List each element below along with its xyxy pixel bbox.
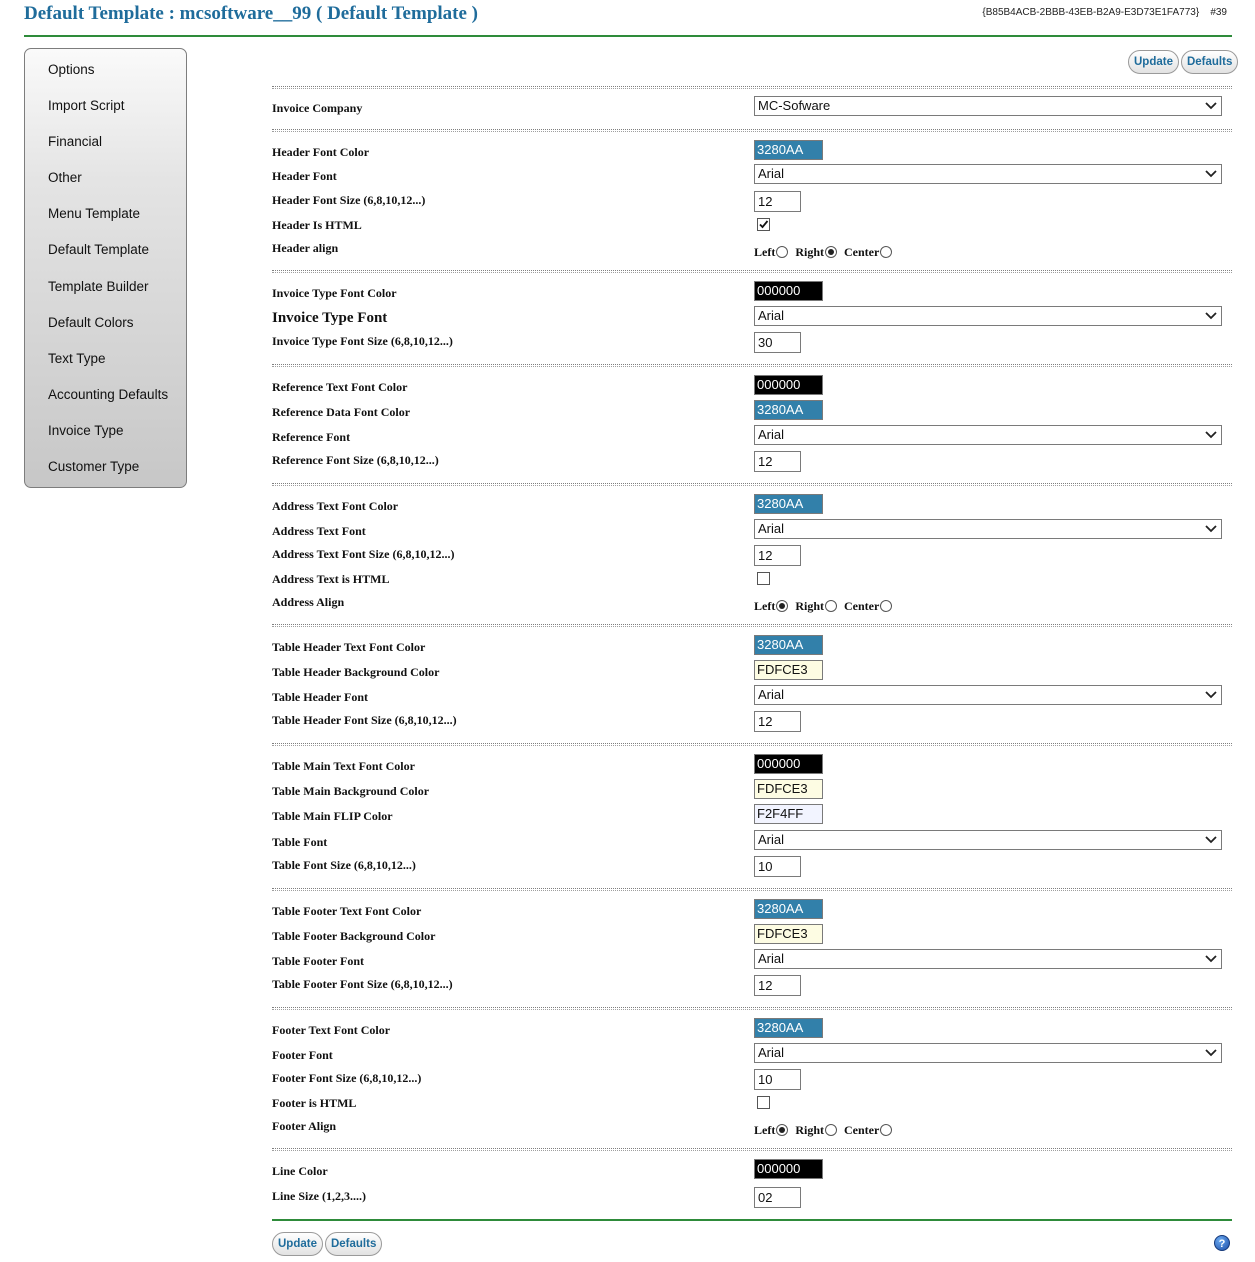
address-is-html-label: Address Text is HTML: [272, 572, 390, 586]
header-font-size-label: Header Font Size (6,8,10,12...): [272, 193, 426, 207]
sidebar-item-financial[interactable]: Financial: [48, 134, 103, 150]
address-font-color-label: Address Text Font Color: [272, 499, 399, 513]
table-header-font-size-label: Table Header Font Size (6,8,10,12...): [272, 713, 457, 727]
bottom-button-group: [272, 1232, 382, 1256]
footer-font-size-row: [272, 1066, 1232, 1090]
form-bottom-rule: [272, 1219, 1232, 1221]
footer-font-select[interactable]: [754, 1043, 1222, 1063]
line-size-row: [272, 1184, 1232, 1208]
address-font-color-row: [272, 494, 1232, 518]
invoice-type-font-value: Arial: [758, 308, 785, 323]
update-button-bottom[interactable]: Update: [272, 1232, 323, 1256]
table-main-text-color-field[interactable]: 000000: [754, 754, 823, 774]
address-font-value: Arial: [758, 521, 785, 536]
address-is-html-checkbox[interactable]: [757, 572, 770, 585]
sidebar-item-default-colors[interactable]: Default Colors: [48, 314, 134, 330]
table-header-font-row: [272, 685, 1232, 709]
address-align-row: [272, 590, 1232, 614]
table-font-label: Table Font: [272, 835, 328, 849]
line-size-input[interactable]: 02: [754, 1187, 801, 1208]
table-font-size-row: [272, 853, 1232, 877]
footer-align-row: [272, 1114, 1232, 1138]
table-header-bg-color-label: Table Header Background Color: [272, 665, 440, 679]
template-form: [272, 0, 1232, 1262]
align-center-label: Center: [844, 245, 880, 259]
footer-is-html-row: [272, 1091, 1232, 1115]
table-header-text-color-row: [272, 635, 1232, 659]
sidebar-item-customer-type[interactable]: Customer Type: [48, 459, 140, 475]
align-left-label: Left: [754, 1123, 776, 1137]
reference-font-row: [272, 425, 1232, 449]
address-font-label: Address Text Font: [272, 524, 366, 538]
header-is-html-label: Header Is HTML: [272, 218, 362, 232]
table-main-flip-color-row: [272, 804, 1232, 828]
address-align-center-radio[interactable]: [880, 600, 892, 612]
footer-font-size-input[interactable]: 10: [754, 1069, 801, 1090]
sidebar-item-text-type[interactable]: Text Type: [48, 350, 106, 366]
table-font-row: [272, 830, 1232, 854]
checkmark-icon: [758, 219, 769, 230]
footer-font-label: Footer Font: [272, 1048, 333, 1062]
section-divider: [272, 270, 1232, 273]
footer-font-size-label: Footer Font Size (6,8,10,12...): [272, 1071, 422, 1085]
address-align-left-radio[interactable]: [776, 600, 788, 612]
address-font-size-label: Address Text Font Size (6,8,10,12...): [272, 547, 455, 561]
address-font-select[interactable]: [754, 519, 1222, 539]
table-main-flip-color-field[interactable]: F2F4FF: [754, 804, 823, 824]
page-title: Default Template : mcsoftware__99 ( Default Template ): [24, 3, 478, 24]
invoice-company-value: MC-Sofware: [758, 98, 831, 113]
table-footer-text-color-label: Table Footer Text Font Color: [272, 904, 422, 918]
header-align-left-radio[interactable]: [776, 246, 788, 258]
section-divider: [272, 1007, 1232, 1010]
table-footer-font-select[interactable]: [754, 949, 1222, 969]
header-align-radio-group: [754, 236, 899, 264]
table-header-font-value: Arial: [758, 687, 785, 702]
chevron-down-icon: [1203, 165, 1219, 183]
invoice-type-font-size-input[interactable]: 30: [754, 332, 801, 353]
help-icon[interactable]: ?: [1214, 1235, 1230, 1251]
table-header-font-select[interactable]: [754, 685, 1222, 705]
update-button-top[interactable]: Update: [1128, 50, 1179, 74]
address-align-radio-group: [754, 590, 899, 618]
invoice-type-font-row: [272, 306, 1232, 330]
header-font-select[interactable]: [754, 164, 1222, 184]
sidebar-item-import-script[interactable]: Import Script: [48, 98, 125, 114]
table-header-font-label: Table Header Font: [272, 690, 369, 704]
line-size-label: Line Size (1,2,3....): [272, 1189, 366, 1203]
table-footer-font-row: [272, 949, 1232, 973]
address-align-label: Address Align: [272, 595, 345, 609]
footer-align-label: Footer Align: [272, 1119, 337, 1133]
invoice-type-font-select[interactable]: [754, 306, 1222, 326]
line-color-row: [272, 1159, 1232, 1183]
footer-is-html-label: Footer is HTML: [272, 1096, 357, 1110]
reference-data-color-label: Reference Data Font Color: [272, 405, 411, 419]
table-footer-font-size-label: Table Footer Font Size (6,8,10,12...): [272, 977, 453, 991]
header-font-value: Arial: [758, 166, 785, 181]
align-right-label: Right: [795, 245, 824, 259]
header-font-size-row: [272, 188, 1232, 212]
reference-text-color-field[interactable]: 000000: [754, 375, 823, 395]
reference-font-label: Reference Font: [272, 430, 351, 444]
footer-font-color-field[interactable]: 3280AA: [754, 1018, 823, 1038]
sidebar-item-menu-template[interactable]: Menu Template: [48, 206, 141, 222]
header-align-row: [272, 236, 1232, 260]
header-font-color-row: [272, 140, 1232, 164]
address-font-row: [272, 519, 1232, 543]
footer-font-row: [272, 1043, 1232, 1067]
defaults-button-bottom[interactable]: Defaults: [325, 1232, 382, 1256]
header-font-color-label: Header Font Color: [272, 145, 370, 159]
table-footer-text-color-field[interactable]: 3280AA: [754, 899, 823, 919]
header-is-html-row: [272, 213, 1232, 237]
address-font-size-row: [272, 542, 1232, 566]
table-main-bg-color-label: Table Main Background Color: [272, 784, 430, 798]
section-divider: [272, 624, 1232, 627]
section-divider: [272, 86, 1232, 89]
section-divider: [272, 483, 1232, 486]
reference-font-value: Arial: [758, 427, 785, 442]
section-divider: [272, 743, 1232, 746]
address-font-size-input[interactable]: 12: [754, 545, 801, 566]
header-is-html-checkbox[interactable]: [757, 218, 770, 231]
align-center-label: Center: [844, 1123, 880, 1137]
chevron-down-icon: [1203, 307, 1219, 325]
table-footer-bg-color-label: Table Footer Background Color: [272, 929, 436, 943]
invoice-type-font-label: Invoice Type Font: [272, 310, 388, 326]
table-font-value: Arial: [758, 832, 785, 847]
table-footer-font-label: Table Footer Font: [272, 954, 364, 968]
address-align-right-radio[interactable]: [825, 600, 837, 612]
footer-is-html-checkbox[interactable]: [757, 1096, 770, 1109]
table-font-select[interactable]: [754, 830, 1222, 850]
table-main-text-color-label: Table Main Text Font Color: [272, 759, 415, 773]
invoice-company-label: Invoice Company: [272, 101, 363, 115]
address-font-color-field[interactable]: 3280AA: [754, 494, 823, 514]
header-font-size-input[interactable]: 12: [754, 191, 801, 212]
sidebar: [24, 48, 187, 488]
align-right-label: Right: [795, 599, 824, 613]
table-footer-bg-color-row: [272, 924, 1232, 948]
table-header-bg-color-row: [272, 660, 1232, 684]
reference-text-color-label: Reference Text Font Color: [272, 380, 408, 394]
align-left-label: Left: [754, 245, 776, 259]
header-font-color-field[interactable]: 3280AA: [754, 140, 823, 160]
footer-align-left-radio[interactable]: [776, 1124, 788, 1136]
sidebar-item-accounting-defaults[interactable]: Accounting Defaults: [48, 386, 169, 402]
sidebar-item-default-template[interactable]: Default Template: [48, 242, 150, 258]
invoice-type-font-size-label: Invoice Type Font Size (6,8,10,12...): [272, 334, 453, 348]
chevron-down-icon: [1203, 97, 1219, 115]
reference-font-select[interactable]: [754, 425, 1222, 445]
table-footer-font-size-row: [272, 972, 1232, 996]
invoice-company-row: [272, 96, 1232, 120]
defaults-button-top[interactable]: Defaults: [1181, 50, 1238, 74]
section-divider: [272, 364, 1232, 367]
footer-align-right-radio[interactable]: [825, 1124, 837, 1136]
address-is-html-row: [272, 567, 1232, 591]
reference-data-color-field[interactable]: 3280AA: [754, 400, 823, 420]
table-header-text-color-label: Table Header Text Font Color: [272, 640, 426, 654]
align-center-label: Center: [844, 599, 880, 613]
reference-font-size-label: Reference Font Size (6,8,10,12...): [272, 453, 439, 467]
footer-align-radio-group: [754, 1114, 899, 1142]
invoice-company-select[interactable]: [754, 96, 1222, 116]
chevron-down-icon: [1203, 686, 1219, 704]
reference-font-size-input[interactable]: 12: [754, 451, 801, 472]
chevron-down-icon: [1203, 520, 1219, 538]
table-main-text-color-row: [272, 754, 1232, 778]
line-color-label: Line Color: [272, 1164, 328, 1178]
footer-font-value: Arial: [758, 1045, 785, 1060]
header-align-right-radio[interactable]: [825, 246, 837, 258]
reference-text-color-row: [272, 375, 1232, 399]
section-divider: [272, 129, 1232, 132]
header-align-center-radio[interactable]: [880, 246, 892, 258]
section-divider: [272, 888, 1232, 891]
guid-text: {B85B4ACB-2BBB-43EB-B2A9-E3D73E1FA773}: [982, 7, 1200, 18]
table-header-text-color-field[interactable]: 3280AA: [754, 635, 823, 655]
footer-align-center-radio[interactable]: [880, 1124, 892, 1136]
table-header-bg-color-field[interactable]: FDFCE3: [754, 660, 823, 680]
invoice-type-font-color-row: [272, 281, 1232, 305]
header-align-label: Header align: [272, 241, 339, 255]
header-font-label: Header Font: [272, 169, 337, 183]
sidebar-item-options[interactable]: Options: [48, 62, 95, 77]
table-font-size-input[interactable]: 10: [754, 856, 801, 877]
invoice-type-font-size-row: [272, 329, 1232, 353]
table-footer-bg-color-field[interactable]: FDFCE3: [754, 924, 823, 944]
section-divider: [272, 1148, 1232, 1151]
table-footer-font-size-input[interactable]: 12: [754, 975, 801, 996]
reference-font-size-row: [272, 448, 1232, 472]
chevron-down-icon: [1203, 426, 1219, 444]
chevron-down-icon: [1203, 1044, 1219, 1062]
reference-data-color-row: [272, 400, 1232, 424]
table-main-bg-color-field[interactable]: FDFCE3: [754, 779, 823, 799]
sidebar-item-invoice-type[interactable]: Invoice Type: [48, 422, 124, 438]
header-font-row: [272, 164, 1232, 188]
table-header-font-size-row: [272, 708, 1232, 732]
chevron-down-icon: [1203, 950, 1219, 968]
chevron-down-icon: [1203, 831, 1219, 849]
record-number: #39: [1210, 7, 1227, 18]
table-header-font-size-input[interactable]: 12: [754, 711, 801, 732]
line-color-field[interactable]: 000000: [754, 1159, 823, 1179]
table-footer-font-value: Arial: [758, 951, 785, 966]
align-left-label: Left: [754, 599, 776, 613]
sidebar-item-other[interactable]: Other: [48, 170, 82, 186]
footer-font-color-row: [272, 1018, 1232, 1042]
table-main-bg-color-row: [272, 779, 1232, 803]
align-right-label: Right: [795, 1123, 824, 1137]
table-main-flip-color-label: Table Main FLIP Color: [272, 809, 393, 823]
table-footer-text-color-row: [272, 899, 1232, 923]
table-font-size-label: Table Font Size (6,8,10,12...): [272, 858, 416, 872]
invoice-type-font-color-field[interactable]: 000000: [754, 281, 823, 301]
sidebar-item-template-builder[interactable]: Template Builder: [48, 278, 149, 294]
footer-font-color-label: Footer Text Font Color: [272, 1023, 391, 1037]
invoice-type-font-color-label: Invoice Type Font Color: [272, 286, 397, 300]
